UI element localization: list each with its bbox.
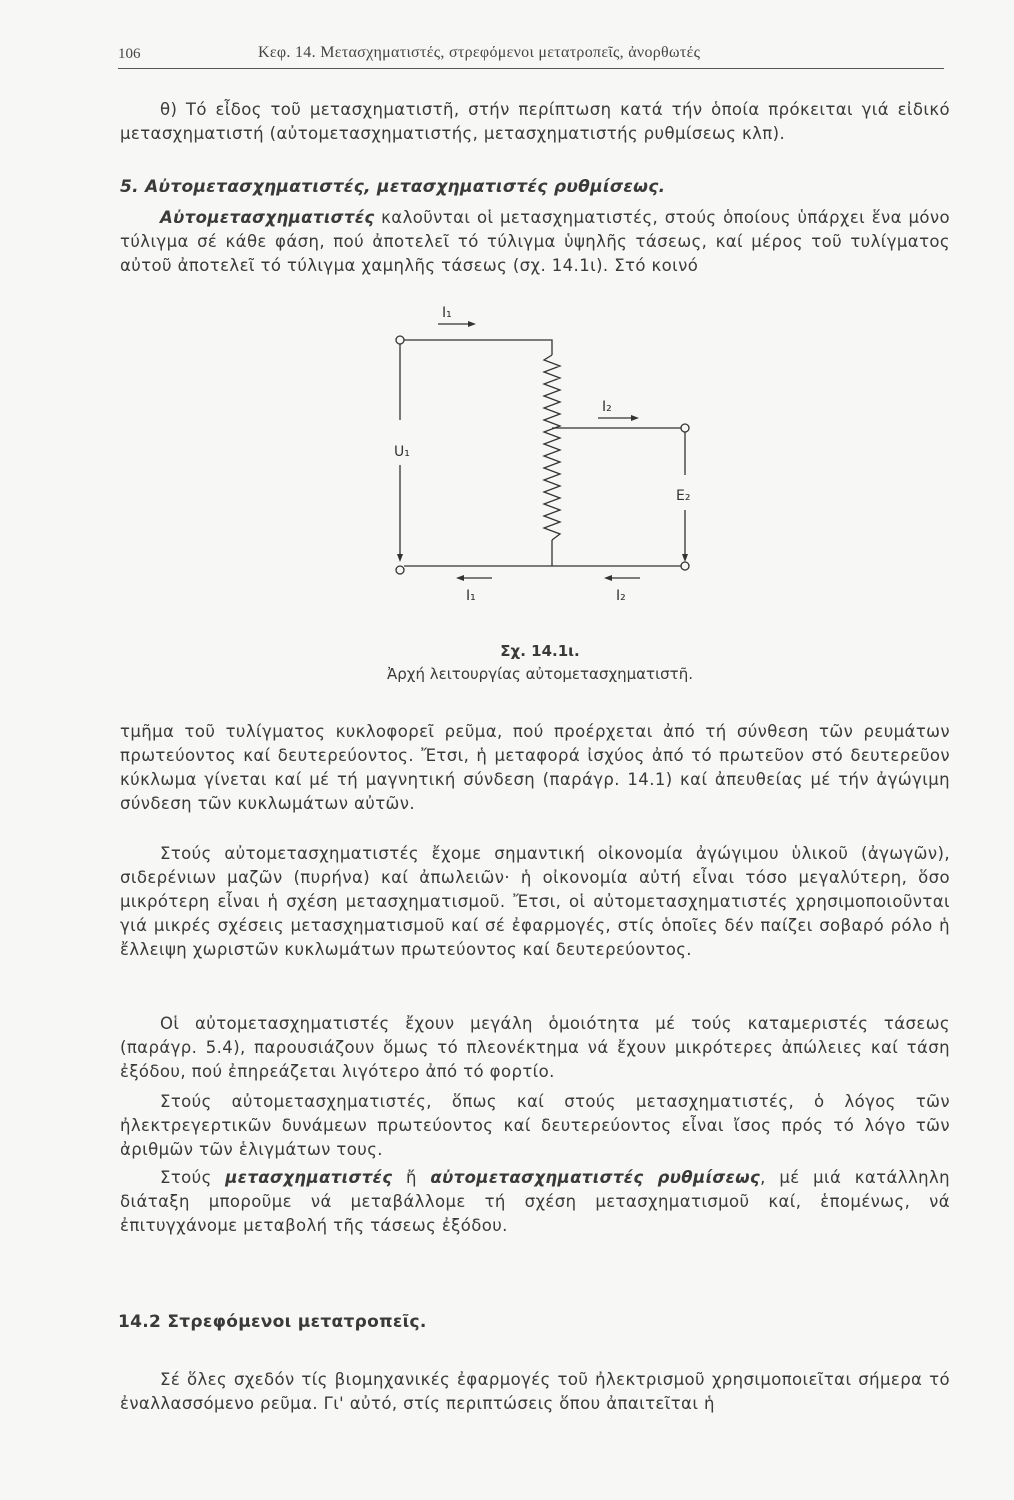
terminal-bottom-left — [396, 566, 404, 574]
u1-arrowhead — [397, 554, 403, 562]
e2-arrowhead — [682, 554, 688, 562]
label-i1-top: I₁ — [442, 305, 452, 321]
label-i2-top: I₂ — [602, 399, 612, 415]
i2-bottom-arrowhead — [604, 575, 612, 581]
term-autotransformers: Αὐτομετασχηματιστές — [160, 208, 375, 227]
page-number: 106 — [118, 46, 141, 62]
figure-caption: Ἀρχή λειτουργίας αὐτομετασχηματιστῆ. — [387, 665, 693, 683]
terminal-top-left — [396, 336, 404, 344]
term-regulating-autotransformers: αὐτομετασχηματιστές ρυθμίσεως — [430, 1168, 761, 1187]
section-5-heading: 5. Αὐτομετασχηματιστές, μετασχηματιστές ρυθμίσεως. — [120, 177, 666, 197]
section-5-paragraph — [120, 206, 950, 278]
winding — [544, 355, 560, 540]
body-paragraph-4: Στούς αὐτομετασχηματιστές, ὅπως καί στούς μετασχηματιστές, ὁ λόγος τῶν ἠλεκτρεγερτικῶν δυνάμεων πρωτεύοντος καί δευτερεύοντος εἶναι ἴσος πρός τό λόγο τῶν ἀριθμῶν τῶν ἑλιγμάτων τους. — [120, 1092, 950, 1159]
section-14-2-heading: 14.2 Στρεφόμενοι μετατροπεῖς. — [118, 1312, 427, 1332]
i2-top-arrowhead — [631, 415, 639, 421]
item-theta: θ) Τό εἶδος τοῦ μετασχηματιστῆ, στήν περίπτωση κατά τήν ὁποία πρόκειται γιά εἰδικό μετασχηματιστή (αὐτομετασχηματιστής, μετασχηματιστής ρυθμίσεως κλπ). — [120, 100, 950, 143]
primary-top-wire — [404, 340, 552, 355]
section-5-text: καλοῦνται οἱ μετασχηματιστές, στούς ὁποίους ὑπάρχει ἕνα μόνο τύλιγμα σέ κάθε φάση, πού ἀποτελεῖ τό τύλιγμα ὑψηλῆς τάσεως, καί μέρος τοῦ τυλίγματος αὐτοῦ ἀποτελεῖ τό τύλιγμα χαμηλῆς τάσεως (σχ. 14.1ι). Στό κοινό — [120, 208, 950, 275]
i1-bottom-arrowhead — [456, 575, 464, 581]
autotransformer-diagram — [380, 300, 710, 610]
terminal-bottom-right — [681, 562, 689, 570]
body-paragraph-5: Στούς μετασχηματιστές ἤ αὐτομετασχηματιστές ρυθμίσεως, μέ μιά κατάλληλη διάταξη μποροῦμε νά μεταβάλλομε τή σχέση μετασχηματισμοῦ καί, ἑπομένως, νά ἐπιτυγχάνομε μεταβολή τῆς τάσεως ἐξόδου. — [120, 1168, 950, 1235]
label-i2-bottom: I₂ — [616, 588, 626, 604]
body-paragraph-2: Στούς αὐτομετασχηματιστές ἔχομε σημαντική οἰκονομία ἀγώγιμου ὑλικοῦ (ἀγωγῶν), σιδερένιων μαζῶν (πυρήνα) καί ἀπωλειῶν· ἡ οἰκονομία αὐτή εἶναι τόσο μεγαλύτερη, ὅσο μικρότερη εἶναι ἡ σχέση μετασχηματισμοῦ. Ἔτσι, οἱ αὐτομετασχηματιστές χρησιμοποιοῦνται γιά μικρές σχέσεις μετασχηματισμοῦ καί σέ ἐφαρμογές, στίς ὁποῖες δέν παίζει σοβαρό ρόλο ἡ ἔλλειψη χωριστῶν κυκλωμάτων πρωτεύοντος καί δευτερεύοντος. — [120, 844, 950, 959]
page-header — [118, 44, 944, 69]
label-e2: E₂ — [676, 488, 691, 504]
terminal-top-right — [681, 424, 689, 432]
figure-number: Σχ. 14.1ι. — [500, 642, 580, 660]
label-u1: U₁ — [394, 444, 410, 460]
term-regulating-transformers: μετασχηματιστές — [225, 1168, 393, 1187]
i1-top-arrowhead — [468, 321, 476, 327]
section-14-2-paragraph: Σέ ὅλες σχεδόν τίς βιομηχανικές ἐφαρμογές τοῦ ἠλεκτρισμοῦ χρησιμοποιεῖται σήμερα τό ἐναλλασσόμενο ρεῦμα. Γι' αὐτό, στίς περιπτώσεις ὅπου ἀπαιτεῖται ἡ — [120, 1370, 950, 1413]
label-i1-bottom: I₁ — [466, 588, 476, 604]
body-paragraph-3: Οἱ αὐτομετασχηματιστές ἔχουν μεγάλη ὁμοιότητα μέ τούς καταμεριστές τάσεως (παράγρ. 5.4), παρουσιάζουν ὅμως τό πλεονέκτημα νά ἔχουν μικρότερες ἀπώλειες καί τάση ἐξόδου, πού ἐπηρεάζεται λιγότερο ἀπό τό φορτίο. — [120, 1014, 950, 1081]
running-title: Κεφ. 14. Μετασχηματιστές, στρεφόμενοι μετατροπεῖς, ἀνορθωτές — [258, 44, 701, 61]
body-paragraph-1: τμῆμα τοῦ τυλίγματος κυκλοφορεῖ ρεῦμα, πού προέρχεται ἀπό τή σύνθεση τῶν ρευμάτων πρωτεύοντος καί δευτερεύοντος. Ἔτσι, ἡ μεταφορά ἰσχύος ἀπό τό πρωτεῦον στό δευτερεῦον κύκλωμα γίνεται καί μέ τή μαγνητική σύνδεση (παράγρ. 14.1) καί ἀπευθείας μέ τήν ἀγώγιμη σύνδεση τῶν κυκλωμάτων αὐτῶν. — [120, 722, 950, 813]
